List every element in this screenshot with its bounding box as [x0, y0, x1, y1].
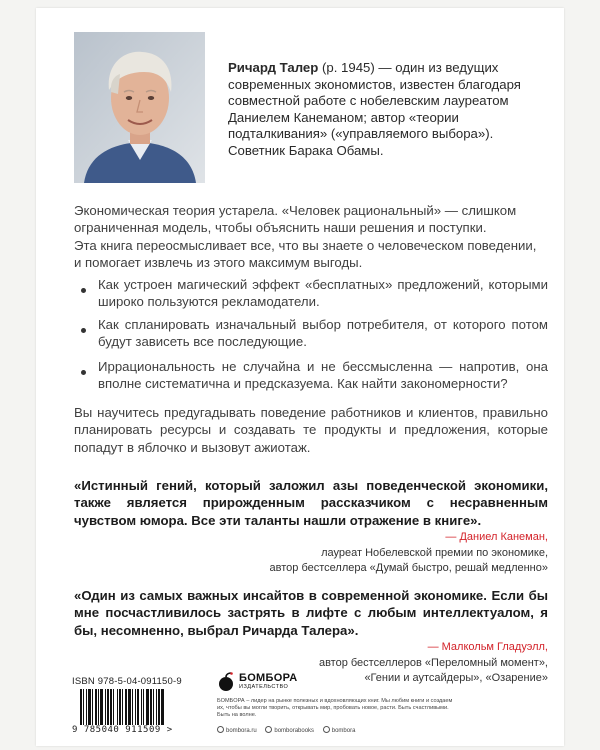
list-item-text: Как спланировать изначальный выбор потребителя, от которого потом будут зависеть все последующие. [98, 317, 548, 350]
list-item-text: Иррациональность не случайна и не бессмысленна — напротив, она вполне систематична и предсказуема. Как найти закономерности? [98, 359, 548, 392]
barcode-number: 9 785040 911509 > [72, 725, 173, 735]
website-text: bombora.ru [226, 728, 257, 734]
gladwell-attribution [319, 640, 548, 687]
gladwell-name: — Малкольм Гладуэлл, [427, 641, 548, 653]
gladwell-books-1: автор бестселлеров «Переломный момент», [318, 656, 548, 669]
author-photo [74, 32, 205, 183]
social-text-2: bombora [331, 728, 356, 734]
author-bio [228, 60, 546, 160]
social-icon [265, 726, 272, 733]
intro-line: Эта книга переосмысливает все, что вы знаете о человеческом поведении, [74, 237, 537, 253]
bullet-icon [81, 370, 86, 375]
author-portrait-image [74, 32, 205, 183]
publisher-name: БОМБОРА [239, 672, 298, 684]
intro-line: Экономическая теория устарела. «Человек рациональный» — слишком [74, 203, 517, 218]
intro-paragraph [74, 202, 548, 272]
back-cover [36, 8, 564, 746]
publisher-note: БОМБОРА – лидер на рынке полезных и вдохновляющих книг. Мы любим книги и создаем их, чтобы вы могли творить, открывать мир, пробовать новое, расти. Быть счастливыми. Быть на волне. [217, 698, 453, 718]
social-link-2[interactable] [323, 728, 356, 734]
publisher-logo [217, 672, 307, 694]
gladwell-quote: «Один из самых важных инсайтов в современной экономике. Если бы мне посчастливилось застрять в лифте с любым интеллектуалом, я бы, несомненно, выбрал Ричарда Талера». [74, 588, 548, 638]
social-text-1: bomborabooks [274, 728, 315, 734]
author-name: Ричард Талер [228, 60, 319, 75]
kahneman-book: автор бестселлера «Думай быстро, решай медленно» [269, 562, 548, 575]
learn-paragraph: Вы научитесь предугадывать поведение работников и клиентов, правильно планировать ресурсы и создавать те продукты и предложения, которые попадут в яблочко и вызовут ажиотаж. [74, 405, 548, 455]
publisher-links [217, 726, 362, 734]
kahneman-attribution [270, 530, 548, 577]
isbn-label: ISBN 978-5-04-091150-9 [72, 676, 182, 687]
intro-line: ограниченная модель, чтобы объяснить наши решения и поступки. [74, 220, 487, 236]
bullet-icon [81, 328, 86, 333]
barcode-block [72, 676, 197, 740]
publisher-subtitle: ИЗДАТЕЛЬСТВО [239, 684, 289, 690]
website-link[interactable] [217, 728, 257, 734]
gladwell-books-2: «Гении и аутсайдеры», «Озарение» [364, 672, 548, 685]
kahneman-title: лауреат Нобелевской премии по экономике, [321, 546, 548, 559]
kahneman-name: — Даниел Канеман, [445, 531, 548, 543]
globe-icon [217, 726, 224, 733]
social-link-1[interactable] [265, 728, 314, 734]
social-icon [323, 726, 330, 733]
list-item-text: Как устроен магический эффект «бесплатных» предложений, которыми широко пользуются рекламодатели. [98, 277, 548, 310]
bombora-logo-icon [217, 672, 235, 692]
barcode-icon [80, 689, 192, 725]
bullet-icon [81, 288, 86, 293]
intro-line: и помогает извлечь из этого максимум выгоды. [74, 255, 363, 271]
author-bio-text: (р. 1945) — один из ведущих современных экономистов, известен благодаря совместной работе с нобелевским лауреатом Даниелем Канеманом; автор «теории подталкивания» («управляемого выбора»). Советник Барака Обамы. [228, 60, 521, 158]
kahneman-quote: «Истинный гений, который заложил азы поведенческой экономики, также является прирожденным рассказчиком с несравненным чувством юмора. Все эти таланты нашли отражение в книге». [74, 478, 548, 528]
